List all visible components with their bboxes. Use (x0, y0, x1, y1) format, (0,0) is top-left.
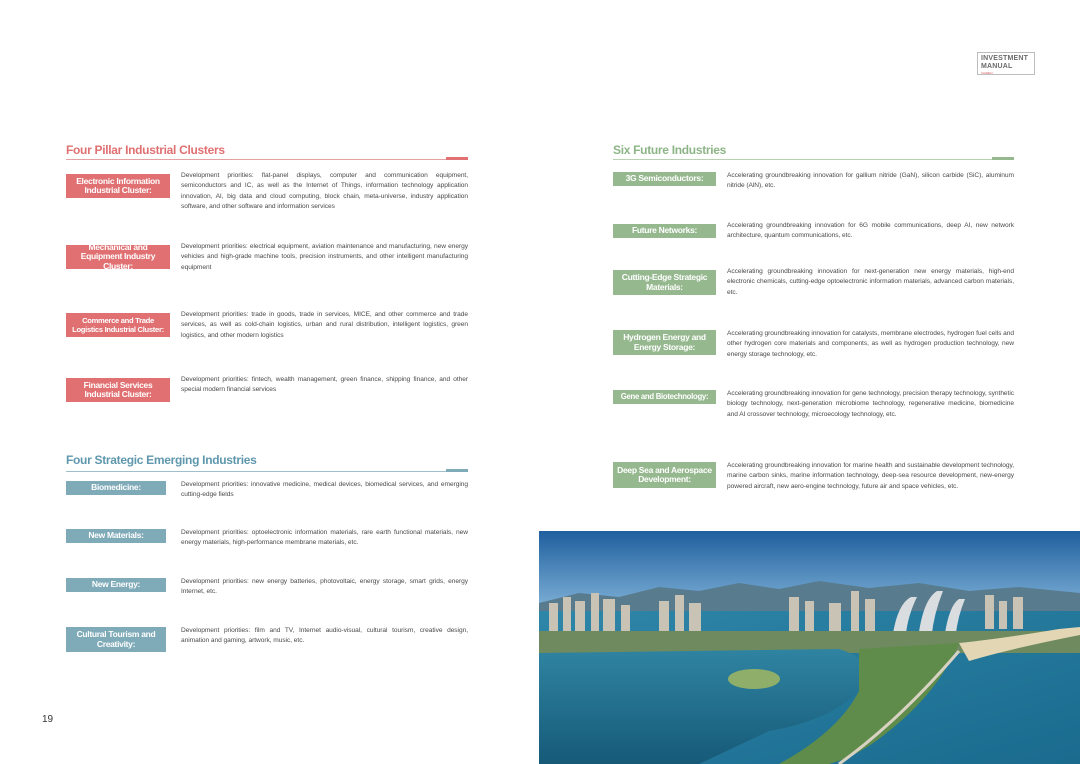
strategic-desc-biomedicine: Development priorities: innovative medicine, medical devices, biomedical services, and emerging cutting-edge fields (181, 481, 468, 499)
future-desc-future-networks: Accelerating groundbreaking innovation for 6G mobile communications, deep AI, new network architecture, quantum communications, etc. (727, 222, 1014, 240)
pillar-desc-mechanical: Development priorities: electrical equipment, aviation maintenance and manufacturing, new energy vehicles and high-grade machine tools, precision instruments, and other intelligent manufacturing equipment (181, 243, 468, 271)
pillar-desc-electronic: Development priorities: flat-panel displays, computer and communication equipment, semiconductors and IC, as well as the Internet of Things, information technology application innovation, AI, big data and cloud computing, block chain, meta-universe, industry application software, and other software and information services (181, 172, 468, 211)
strategic-title-rule (66, 471, 468, 472)
future-desc-3g-semiconductors: Accelerating groundbreaking innovation for gallium nitride (GaN), silicon carbide (SiC), aluminum nitride (AlN), etc. (727, 172, 1014, 190)
future-title-rule (613, 159, 1014, 160)
future-desc-hydrogen: Accelerating groundbreaking innovation for catalysts, membrane electrodes, hydrogen fuel cells and other hydrogen core materials and components, as well as hydrogen production technology, new energy storage technology, etc. (727, 330, 1014, 358)
future-desc-gene-biotech: Accelerating groundbreaking innovation for gene technology, precision therapy technology, synthetic biology technology, next-generation microbiome technology, regenerative medicine, biomedicine and AI crossover technology, microecology technology, etc. (727, 390, 1014, 418)
strategic-desc-new-energy: Development priorities: new energy batteries, photovoltaic, energy storage, smart grids, energy Internet, etc. (181, 578, 468, 596)
pillar-desc-financial: Development priorities: fintech, wealth management, green finance, shipping finance, and other special modern financial services (181, 376, 468, 394)
pillar-title-accent (446, 157, 468, 160)
pillar-section-title: Four Pillar Industrial Clusters (66, 143, 225, 157)
strategic-label-biomedicine: Biomedicine: (66, 481, 166, 495)
strategic-desc-cultural-tourism: Development priorities: film and TV, Internet audio-visual, cultural tourism, creative design, animation and gaming, artwork, music, etc. (181, 627, 468, 645)
investment-manual-logo (977, 52, 1035, 75)
pillar-label-financial: Financial Services Industrial Cluster: (66, 378, 170, 402)
future-label-deep-sea: Deep Sea and Aerospace Development: (613, 462, 716, 488)
pillar-label-electronic: Electronic Information Industrial Cluster: (66, 174, 170, 198)
pillar-label-commerce: Commerce and Trade Logistics Industrial Cluster: (66, 313, 170, 337)
page-number: 19 (42, 714, 54, 725)
strategic-label-new-energy: New Energy: (66, 578, 166, 592)
strategic-title-accent (446, 469, 468, 472)
logo-line-1: INVESTMENT (981, 55, 1029, 62)
pillar-label-mechanical: Mechanical and Equipment Industry Cluster: (66, 245, 170, 269)
strategic-section-title: Four Strategic Emerging Industries (66, 453, 257, 467)
future-label-future-networks: Future Networks: (613, 224, 716, 238)
strategic-label-new-materials: New Materials: (66, 529, 166, 543)
future-label-3g-semiconductors: 3G Semiconductors: (613, 172, 716, 186)
future-label-hydrogen: Hydrogen Energy and Energy Storage: (613, 330, 716, 355)
pillar-title-rule (66, 159, 468, 160)
future-label-cutting-edge: Cutting-Edge Strategic Materials: (613, 270, 716, 295)
future-label-gene-biotech: Gene and Biotechnology: (613, 390, 716, 404)
future-title-accent (992, 157, 1014, 160)
future-section-title: Six Future Industries (613, 143, 727, 157)
city-aerial-photo (539, 531, 1080, 764)
logo-line-2: MANUAL (981, 63, 1013, 70)
future-desc-deep-sea: Accelerating groundbreaking innovation for marine health and sustainable development technology, marine carbon sinks, marine information technology, deep-sea resource development, new-energy powered aircraft, new aero-engine technology, future air and space vehicles, etc. (727, 462, 1014, 490)
lagoon-island (728, 669, 780, 689)
logo-sub: XIAMEN (981, 71, 993, 75)
pillar-desc-commerce: Development priorities: trade in goods, trade in services, MICE, and other commerce and trade services, as well as cold-chain logistics, urban and rural distribution, intelligent logistics, green logistics, and other modern logistics (181, 311, 468, 339)
strategic-desc-new-materials: Development priorities: optoelectronic information materials, rare earth functional materials, new energy materials, high-performance membrane materials, etc. (181, 529, 468, 547)
strategic-label-cultural-tourism: Cultural Tourism and Creativity: (66, 627, 166, 652)
future-desc-cutting-edge: Accelerating groundbreaking innovation for next-generation new energy materials, high-end electronic chemicals, cutting-edge optoelectronic information materials, advanced carbon materials, etc. (727, 268, 1014, 296)
